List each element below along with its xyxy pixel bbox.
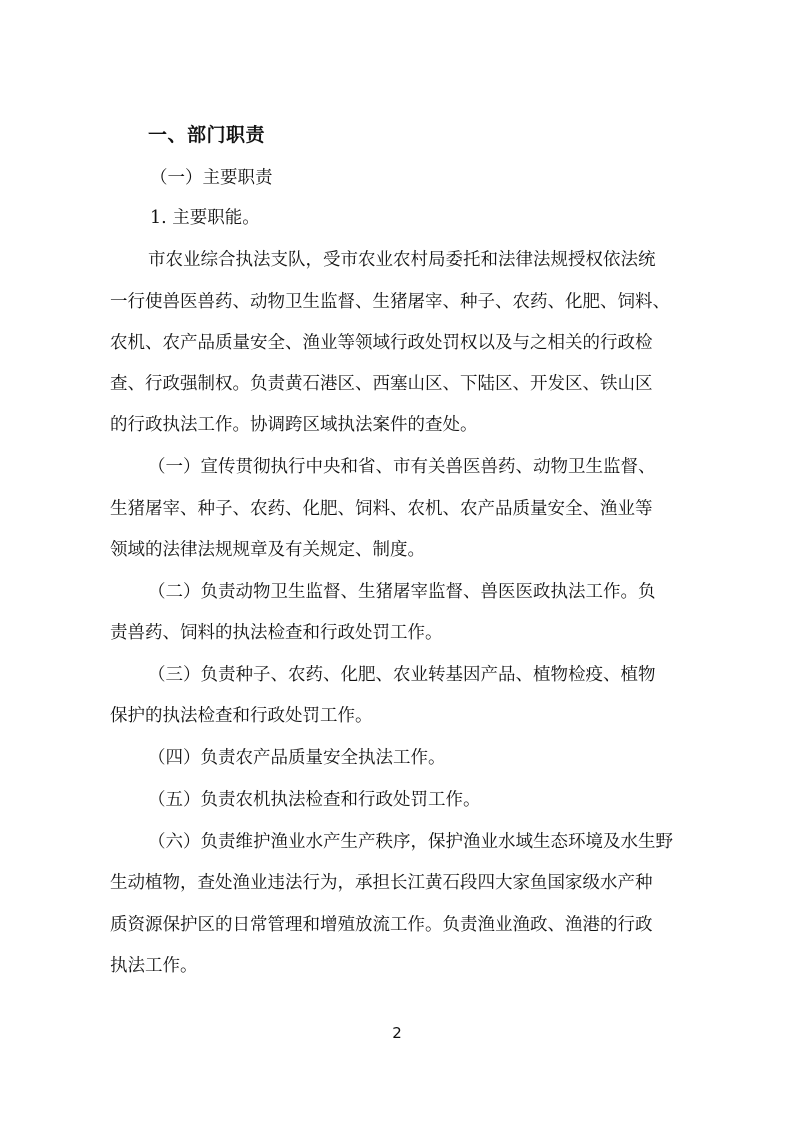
subheading: （一）主要职责: [150, 168, 273, 188]
paragraph-1-line-5: 的行政执法工作。协调跨区域执法案件的查处。: [110, 415, 478, 435]
paragraph-3-line-2: 责兽药、饲料的执法检查和行政处罚工作。: [110, 623, 443, 643]
paragraph-3-line-1: （二）负责动物卫生监督、生猪屠宰监督、兽医医政执法工作。负: [148, 582, 656, 602]
paragraph-7-line-4: 执法工作。: [110, 956, 198, 976]
paragraph-7-line-2: 生动植物，查处渔业违法行为，承担长江黄石段四大家鱼国家级水产种: [110, 873, 653, 893]
paragraph-2-line-2: 生猪屠宰、种子、农药、化肥、饲料、农机、农产品质量安全、渔业等: [110, 499, 653, 519]
paragraph-1-line-4: 查、行政强制权。负责黄石港区、西塞山区、下陆区、开发区、铁山区: [110, 374, 653, 394]
paragraph-7-line-1: （六）负责维护渔业水产生产秩序，保护渔业水域生态环境及水生野: [148, 832, 673, 852]
paragraph-1-line-3: 农机、农产品质量安全、渔业等领域行政处罚权以及与之相关的行政检: [110, 333, 653, 353]
paragraph-1-line-1: 市农业综合执法支队，受市农业农村局委托和法律法规授权依法统: [148, 250, 656, 270]
paragraph-2-line-3: 领域的法律法规规章及有关规定、制度。: [110, 540, 425, 560]
item-title: 1. 主要职能。: [150, 208, 260, 228]
paragraph-7-line-3: 质资源保护区的日常管理和增殖放流工作。负责渔业渔政、渔港的行政: [110, 915, 653, 935]
paragraph-5-line-1: （四）负责农产品质量安全执法工作。: [148, 748, 446, 768]
paragraph-4-line-1: （三）负责种子、农药、化肥、农业转基因产品、植物检疫、植物: [148, 665, 656, 685]
paragraph-2-line-1: （一）宣传贯彻执行中央和省、市有关兽医兽药、动物卫生监督、: [148, 457, 656, 477]
section-heading: 一、部门职责: [148, 124, 266, 146]
paragraph-6-line-1: （五）负责农机执法检查和行政处罚工作。: [148, 790, 481, 810]
paragraph-4-line-2: 保护的执法检查和行政处罚工作。: [110, 706, 373, 726]
paragraph-1-line-2: 一行使兽医兽药、动物卫生监督、生猪屠宰、种子、农药、化肥、饲料、: [110, 292, 670, 312]
page-number: 2: [392, 1024, 402, 1042]
